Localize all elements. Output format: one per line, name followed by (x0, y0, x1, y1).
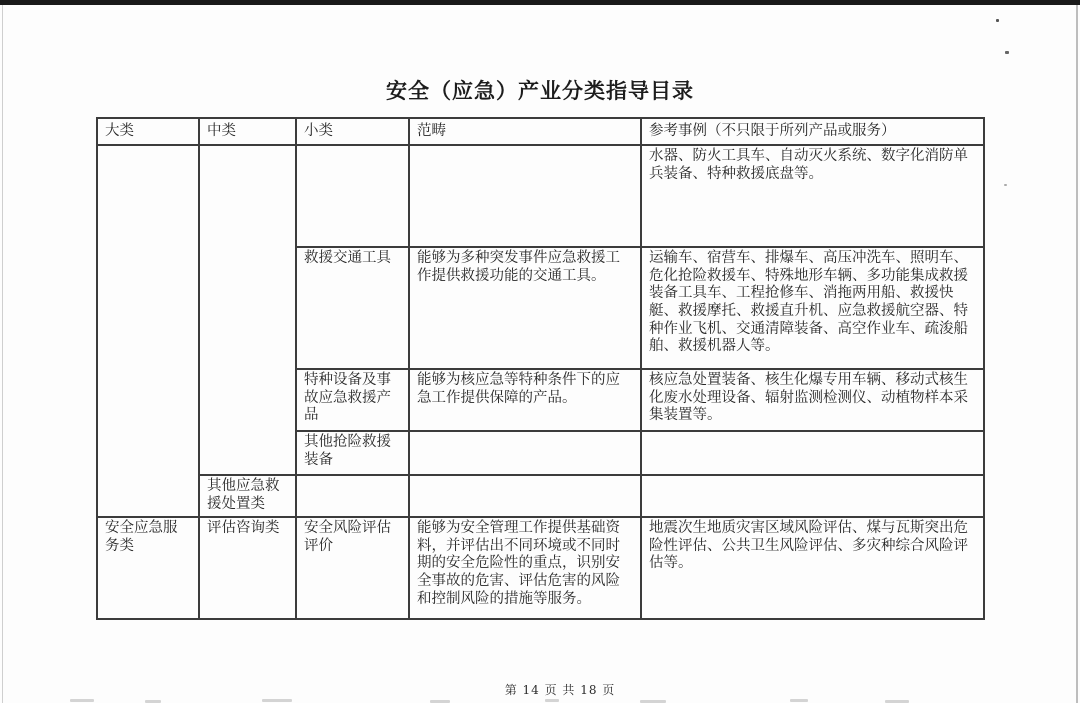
cell-minor-category: 特种设备及事故应急救援产品 (296, 369, 409, 431)
column-header-scope: 范畴 (409, 118, 641, 145)
column-header-major-category: 大类 (97, 118, 199, 145)
cell-examples: 水器、防火工具车、自动灭火系统、数字化消防单兵装备、特种救援底盘等。 (641, 145, 984, 247)
scan-artifact-speck (1005, 51, 1009, 54)
cell-scope: 能够为安全管理工作提供基础资料，并评估出不同环境或不同时期的安全危险性的重点，识别安全事故的危害、评估危害的风险和控制风险的措施等服务。 (409, 517, 641, 619)
cell-minor-category: 安全风险评估评价 (296, 517, 409, 619)
cell-scope (409, 431, 641, 475)
cell-minor-category: 救援交通工具 (296, 247, 409, 369)
scan-artifact-speck (996, 19, 999, 22)
cell-scope (409, 475, 641, 517)
scan-artifact-top-edge (0, 0, 1080, 5)
cell-examples: 核应急处置装备、核生化爆专用车辆、移动式核生化废水处理设备、辐射监测检测仪、动植物样本采集装置等。 (641, 369, 984, 431)
scan-artifact-right-edge (1076, 5, 1078, 703)
scan-artifact-left-edge (2, 5, 3, 703)
page-title: 安全（应急）产业分类指导目录 (386, 78, 694, 103)
scan-artifact-bottom-smudge (545, 699, 559, 702)
table-row (97, 517, 984, 619)
column-header-middle-category: 中类 (199, 118, 296, 145)
cell-examples (641, 475, 984, 517)
table-header-row (97, 118, 984, 145)
column-header-minor-category: 小类 (296, 118, 409, 145)
cell-scope: 能够为多种突发事件应急救援工作提供救援功能的交通工具。 (409, 247, 641, 369)
cell-minor-category: 其他抢险救援装备 (296, 431, 409, 475)
cell-minor-category (296, 145, 409, 247)
cell-middle-category-continued (199, 145, 296, 475)
cell-middle-category: 其他应急救援处置类 (199, 475, 296, 517)
cell-middle-category: 评估咨询类 (199, 517, 296, 619)
classification-table (96, 117, 985, 620)
scan-artifact-bottom-smudge (790, 699, 808, 702)
column-header-examples: 参考事例（不只限于所列产品或服务） (641, 118, 984, 145)
cell-major-category: 安全应急服务类 (97, 517, 199, 619)
cell-major-category-continued (97, 145, 199, 517)
cell-examples: 地震次生地质灾害区域风险评估、煤与瓦斯突出危险性评估、公共卫生风险评估、多灾种综合风险评估等。 (641, 517, 984, 619)
page-number-footer: 第 14 页 共 18 页 (504, 683, 616, 697)
scan-artifact-speck (1004, 184, 1007, 186)
table-row (97, 145, 984, 247)
table-row (97, 475, 984, 517)
cell-scope: 能够为核应急等特种条件下的应急工作提供保障的产品。 (409, 369, 641, 431)
cell-minor-category (296, 475, 409, 517)
cell-examples (641, 431, 984, 475)
scan-artifact-bottom-smudge (262, 699, 292, 702)
scan-artifact-bottom-smudge (70, 699, 94, 702)
cell-scope (409, 145, 641, 247)
cell-examples: 运输车、宿营车、排爆车、高压冲洗车、照明车、危化抢险救援车、特殊地形车辆、多功能集成救援装备工具车、工程抢修车、消拖两用船、救援快艇、救援摩托、救援直升机、应急救援航空器、特种作业飞机、交通清障装备、高空作业车、疏浚船舶、救援机器人等。 (641, 247, 984, 369)
